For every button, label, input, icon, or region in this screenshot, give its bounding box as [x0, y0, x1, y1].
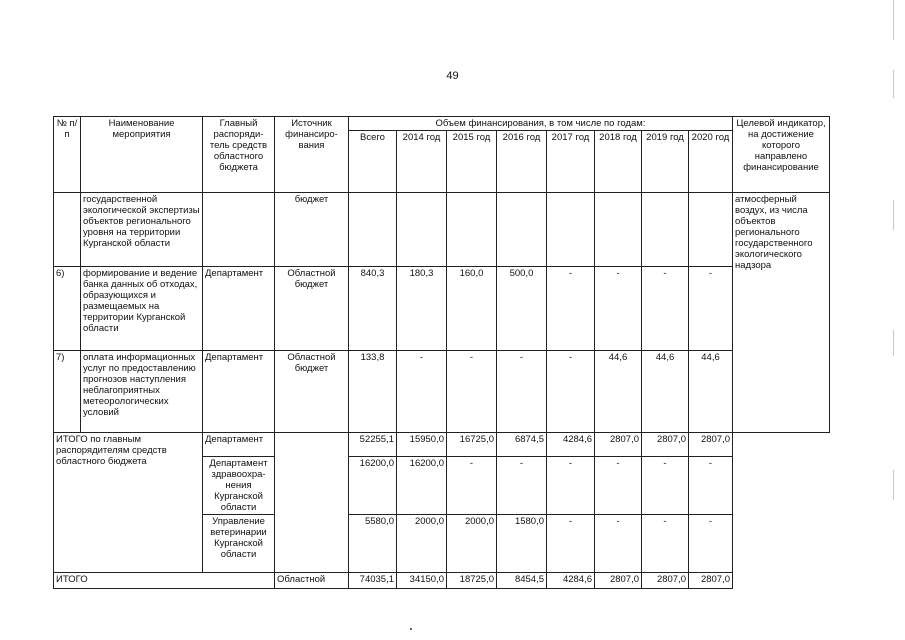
cell-2015: 16725,0: [447, 433, 497, 457]
cell-2015: 160,0: [447, 267, 497, 351]
cell-total: 74035,1: [349, 573, 397, 589]
cell-2020: 44,6: [689, 351, 733, 433]
cell-2016: 1580,0: [497, 515, 547, 573]
scan-edge-mark: [893, 470, 894, 500]
header-year-2020: 2020 год: [689, 131, 733, 193]
cell-2020: 2807,0: [689, 573, 733, 589]
cell-source: Областной бюджет: [275, 267, 349, 351]
cell-2020: -: [689, 267, 733, 351]
cell-target-empty: [733, 433, 830, 589]
cell-total: 16200,0: [349, 457, 397, 515]
cell-2017: 4284,6: [547, 573, 595, 589]
cell-name: формирование и ведение банка данных об отходах, образующихся и размещаемых на территории Курганской области: [81, 267, 203, 351]
table-row-continuation: [54, 193, 830, 267]
cell-2016: 500,0: [497, 267, 547, 351]
cell-2015: -: [447, 457, 497, 515]
cell-2014: 15950,0: [397, 433, 447, 457]
cell-manager: Департамент: [203, 351, 275, 433]
page-number: 49: [446, 70, 459, 82]
cell-num: [54, 193, 81, 267]
cell-total: 133,8: [349, 351, 397, 433]
cell-2014: 180,3: [397, 267, 447, 351]
header-year-2014: 2014 год: [397, 131, 447, 193]
table-row-itogo: [54, 573, 830, 589]
cell-2019: -: [642, 267, 689, 351]
cell-num: 6): [54, 267, 81, 351]
cell-2016: 8454,5: [497, 573, 547, 589]
cell-source: [275, 433, 349, 573]
header-year-2019: 2019 год: [642, 131, 689, 193]
table-row-itogo-managers-1: [54, 433, 830, 457]
scan-speck: [410, 628, 412, 630]
cell-total: 840,3: [349, 267, 397, 351]
cell-num: 7): [54, 351, 81, 433]
cell-2019: -: [642, 515, 689, 573]
scan-edge-mark: [893, 70, 894, 98]
cell-2015: 18725,0: [447, 573, 497, 589]
cell-manager: Департамент: [203, 267, 275, 351]
cell-2020: -: [689, 457, 733, 515]
cell-2014: -: [397, 351, 447, 433]
itogo-managers-label: ИТОГО по главным распорядителям средств областного бюджета: [54, 433, 203, 573]
cell-2017: 4284,6: [547, 433, 595, 457]
cell-2018: -: [595, 267, 642, 351]
cell-2017: -: [547, 515, 595, 573]
header-manager: Главный распоряди-тель средств областного бюджета: [203, 117, 275, 193]
cell-target: атмосферный воздух, из числа объектов регионального государственного экологического надзора: [733, 193, 830, 433]
cell-2014: 16200,0: [397, 457, 447, 515]
cell-2017: -: [547, 351, 595, 433]
cell-2014: 34150,0: [397, 573, 447, 589]
cell-manager: [203, 193, 275, 267]
header-year-2015: 2015 год: [447, 131, 497, 193]
cell-2015: -: [447, 351, 497, 433]
cell-2014: 2000,0: [397, 515, 447, 573]
cell-2017: -: [547, 457, 595, 515]
scan-edge-mark: [893, 0, 894, 40]
cell-manager: Управление ветеринарии Курганской области: [203, 515, 275, 573]
cell-2018: -: [595, 457, 642, 515]
cell-2019: 2807,0: [642, 433, 689, 457]
cell-2020: 2807,0: [689, 433, 733, 457]
header-year-2017: 2017 год: [547, 131, 595, 193]
cell-2016: -: [497, 351, 547, 433]
table-row-7: [54, 351, 830, 433]
scan-edge-mark: [893, 330, 894, 356]
header-total: Всего: [349, 131, 397, 193]
header-year-2018: 2018 год: [595, 131, 642, 193]
cell-2018: 2807,0: [595, 573, 642, 589]
itogo-label: ИТОГО: [54, 573, 275, 589]
cell-source: Областной бюджет: [275, 351, 349, 433]
cell-source: Областной: [275, 573, 349, 589]
cell-2019: 44,6: [642, 351, 689, 433]
cell-2017: -: [547, 267, 595, 351]
cell-source: бюджет: [275, 193, 349, 267]
cell-total: 52255,1: [349, 433, 397, 457]
cell-2016: -: [497, 457, 547, 515]
header-num: № п/п: [54, 117, 81, 193]
cell-2019: 2807,0: [642, 573, 689, 589]
cell-2016: 6874,5: [497, 433, 547, 457]
cell-total: 5580,0: [349, 515, 397, 573]
cell-2020: -: [689, 515, 733, 573]
cell-name: оплата информационных услуг по предоставлению прогнозов наступления неблагоприятных метеорологических условий: [81, 351, 203, 433]
cell-2019: -: [642, 457, 689, 515]
cell-manager: Департамент: [203, 433, 275, 457]
cell-manager: Департамент здравоохра-нения Курганской области: [203, 457, 275, 515]
cell-2018: 44,6: [595, 351, 642, 433]
header-target: Целевой индикатор, на достижение которого направлено финансирование: [733, 117, 830, 193]
cell-name: государственной экологической экспертизы объектов регионального уровня на территории Курганской области: [81, 193, 203, 267]
table-row-6: [54, 267, 830, 351]
header-year-2016: 2016 год: [497, 131, 547, 193]
scan-edge-mark: [893, 200, 894, 230]
header-volume: Объем финансирования, в том числе по годам:: [349, 117, 733, 131]
header-row-1: [54, 117, 830, 131]
cell-2018: 2807,0: [595, 433, 642, 457]
header-source: Источник финансиро-вания: [275, 117, 349, 193]
cell-2018: -: [595, 515, 642, 573]
header-name: Наименование мероприятия: [81, 117, 203, 193]
cell-2015: 2000,0: [447, 515, 497, 573]
financing-table: [53, 116, 830, 589]
